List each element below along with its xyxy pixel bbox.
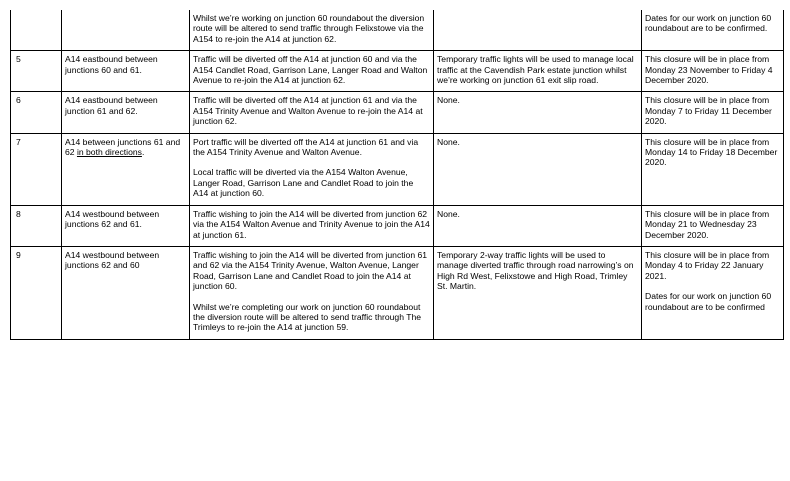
diversion-text: Traffic will be diverted off the A14 at junction 60 and via the A154 Candlet Road, Garrison Lane, Langer Road and Walton Avenue to re-join the A14 at junction 62. [193,54,428,86]
location-cell [62,10,190,51]
measures-cell: Temporary traffic lights will be used to manage local traffic at the Cavendish Park estate junction whilst we’re working on junction 61 exit slip road. [434,51,642,92]
location-cell: A14 eastbound between junctions 60 and 61. [62,51,190,92]
diversion-cell [190,92,434,133]
row-number-cell: 7 [11,133,62,205]
location-cell: A14 westbound between junctions 62 and 61. [62,205,190,246]
diversion-text: Local traffic will be diverted via the A154 Walton Avenue, Langer Road, Garrison Lane and Candlet Road to join the A14 at junction 60. [193,167,414,199]
row-number-cell: 6 [11,92,62,133]
dates-text: This closure will be in place from Monday 14 to Friday 18 December 2020. [645,136,778,168]
table-row [11,51,784,92]
measures-cell: None. [434,92,642,133]
diversion-text: Traffic wishing to join the A14 will be diverted from junction 61 and 62 via the A154 Trinity Avenue, Walton Avenue, Langer Road, Garrison Lane and Candlet Road to join the A14 at junction 60. [193,249,428,292]
diversion-text: Whilst we’re completing our work on junction 60 roundabout the diversion route will be altered to send traffic through The Trimleys to re-join the A14 at junction 59. [193,301,422,333]
diversion-cell [190,246,434,339]
dates-cell [642,246,784,339]
table-row [11,133,784,205]
dates-cell [642,51,784,92]
row-number-cell: 9 [11,246,62,339]
diversion-text: Traffic will be diverted off the A14 at junction 61 and via the A154 Trinity Avenue and Walton Avenue to re-join the A14 at junction 62. [193,95,423,127]
dates-text: This closure will be in place from Monday 21 to Wednesday 23 December 2020. [645,208,770,240]
diversion-cell [190,10,434,51]
location-text-end: . [141,147,145,158]
table-row-continuation [11,10,784,51]
dates-text: This closure will be in place from Monday 23 November to Friday 4 December 2020. [645,54,773,86]
location-underlined-text: in both directions [76,147,142,158]
diversion-cell [190,133,434,205]
row-number-cell: 5 [11,51,62,92]
measures-cell: Temporary 2-way traffic lights will be used to manage diverted traffic through road narrowing’s on High Rd West, Felixstowe and High Road, Trimley St. Martin. [434,246,642,339]
location-cell [62,133,190,205]
measures-cell: None. [434,205,642,246]
dates-cell [642,205,784,246]
dates-text: Dates for our work on junction 60 roundabout are to be confirmed. [645,13,772,34]
dates-text: This closure will be in place from Monday 4 to Friday 22 January 2021. [645,249,770,281]
dates-text: This closure will be in place from Monday 7 to Friday 11 December 2020. [645,95,772,127]
location-cell: A14 westbound between junctions 62 and 60 [62,246,190,339]
dates-cell [642,133,784,205]
diversion-cell [190,51,434,92]
location-cell: A14 eastbound between junction 61 and 62. [62,92,190,133]
row-number-cell: 8 [11,205,62,246]
measures-cell: None. [434,133,642,205]
table-row [11,205,784,246]
measures-cell [434,10,642,51]
row-number-cell [11,10,62,51]
table-row [11,92,784,133]
table-row [11,246,784,339]
diversion-cell [190,205,434,246]
closures-table [10,10,784,340]
dates-cell [642,10,784,51]
dates-cell [642,92,784,133]
diversion-text: Whilst we’re working on junction 60 roundabout the diversion route will be altered to send traffic through Felixstowe via the A154 to re-join the A14 at junction 62. [193,13,425,44]
dates-text: Dates for our work on junction 60 roundabout are to be confirmed [645,291,772,312]
diversion-text: Port traffic will be diverted off the A14 at junction 61 and via the A154 Trinity Avenue and Walton Avenue. [193,136,419,158]
location-text: A14 between junctions 61 and 62 [65,136,181,158]
diversion-text: Traffic wishing to join the A14 will be diverted from junction 62 via the A154 Walton Avenue and Trinity Avenue to join the A14 at junction 61. [193,208,430,240]
